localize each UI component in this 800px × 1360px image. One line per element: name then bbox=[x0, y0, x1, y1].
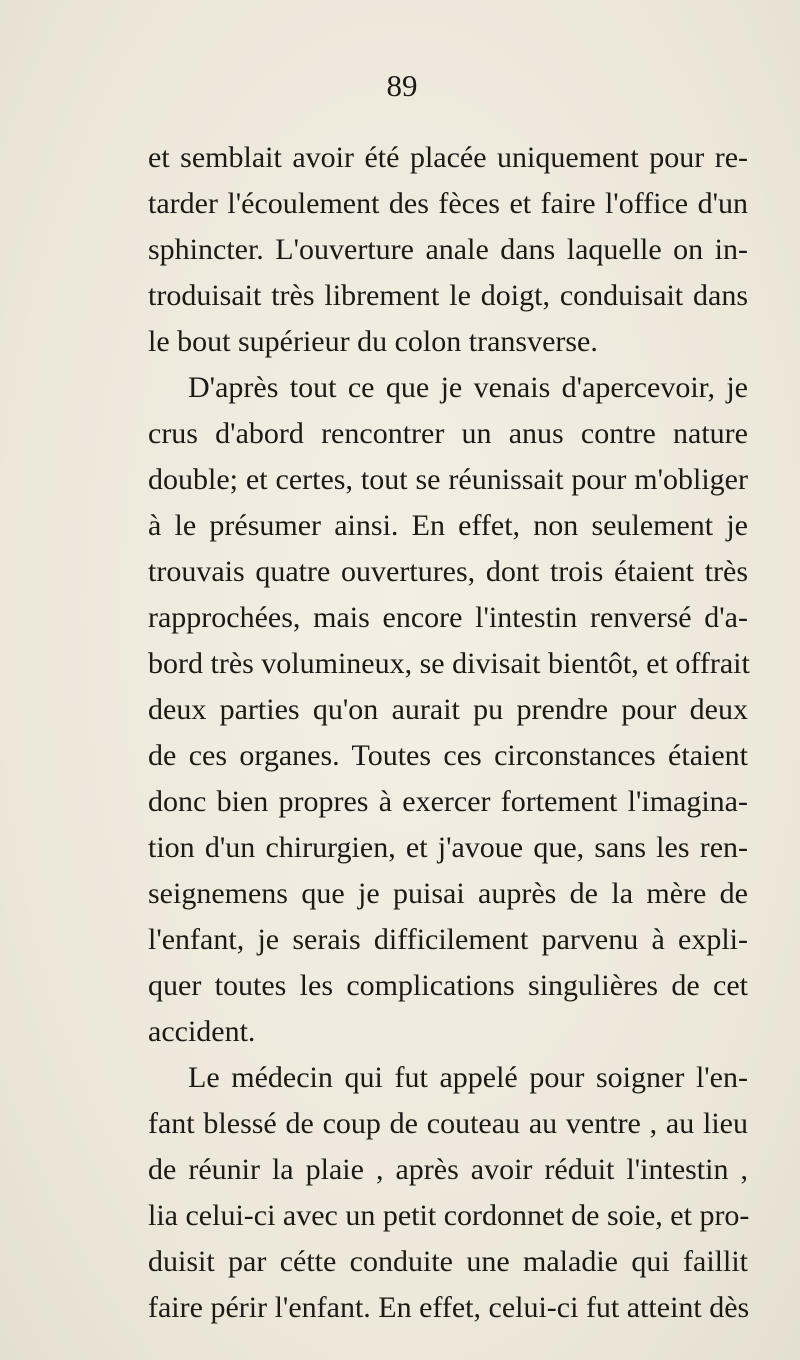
text-line: de réunir la plaie , après avoir réduit l'intestin , bbox=[148, 1153, 748, 1186]
text-line: double; et certes, tout se réunissait pour m'obliger bbox=[148, 463, 748, 496]
text-line: Le médecin qui fut appelé pour soigner l'en- bbox=[188, 1061, 748, 1094]
text-line: l'enfant, je serais difficilement parvenu à expli- bbox=[148, 923, 748, 956]
text-line: D'après tout ce que je venais d'apercevoir, je bbox=[188, 371, 748, 404]
page-number: 89 bbox=[386, 68, 418, 103]
text-line: bord très volumineux, se divisait bientôt, et offrait bbox=[148, 647, 750, 680]
text-line: troduisait très librement le doigt, conduisait dans bbox=[148, 279, 748, 312]
text-line: à le présumer ainsi. En effet, non seulement je bbox=[148, 509, 748, 542]
text-line: et semblait avoir été placée uniquement pour re- bbox=[148, 141, 748, 174]
text-line: seignemens que je puisai auprès de la mère de bbox=[148, 877, 748, 910]
text-line: crus d'abord rencontrer un anus contre nature bbox=[148, 417, 748, 450]
text-line: lia celui-ci avec un petit cordonnet de soie, et pro- bbox=[148, 1199, 750, 1232]
text-line: quer toutes les complications singulières de cet bbox=[148, 969, 748, 1002]
text-line: tion d'un chirurgien, et j'avoue que, sans les ren- bbox=[148, 831, 748, 864]
text-line: rapprochées, mais encore l'intestin renversé d'a- bbox=[148, 601, 748, 634]
text-line: fant blessé de coup de couteau au ventre , au lieu bbox=[148, 1107, 748, 1140]
text-line: le bout supérieur du colon transverse. bbox=[148, 325, 598, 358]
body-text bbox=[148, 135, 748, 1331]
text-line: duisit par cétte conduite une maladie qui faillit bbox=[148, 1245, 748, 1278]
text-line: trouvais quatre ouvertures, dont trois étaient très bbox=[148, 555, 748, 588]
text-line: deux parties qu'on aurait pu prendre pour deux bbox=[148, 693, 748, 726]
text-line: donc bien propres à exercer fortement l'imagina- bbox=[148, 785, 748, 818]
text-line: tarder l'écoulement des fèces et faire l'office d'un bbox=[148, 187, 748, 220]
text-line: faire périr l'enfant. En effet, celui-ci fut atteint dès bbox=[148, 1291, 750, 1324]
text-line: sphincter. L'ouverture anale dans laquelle on in- bbox=[148, 233, 748, 266]
text-line: de ces organes. Toutes ces circonstances étaient bbox=[148, 739, 748, 772]
text-line: accident. bbox=[148, 1015, 256, 1048]
